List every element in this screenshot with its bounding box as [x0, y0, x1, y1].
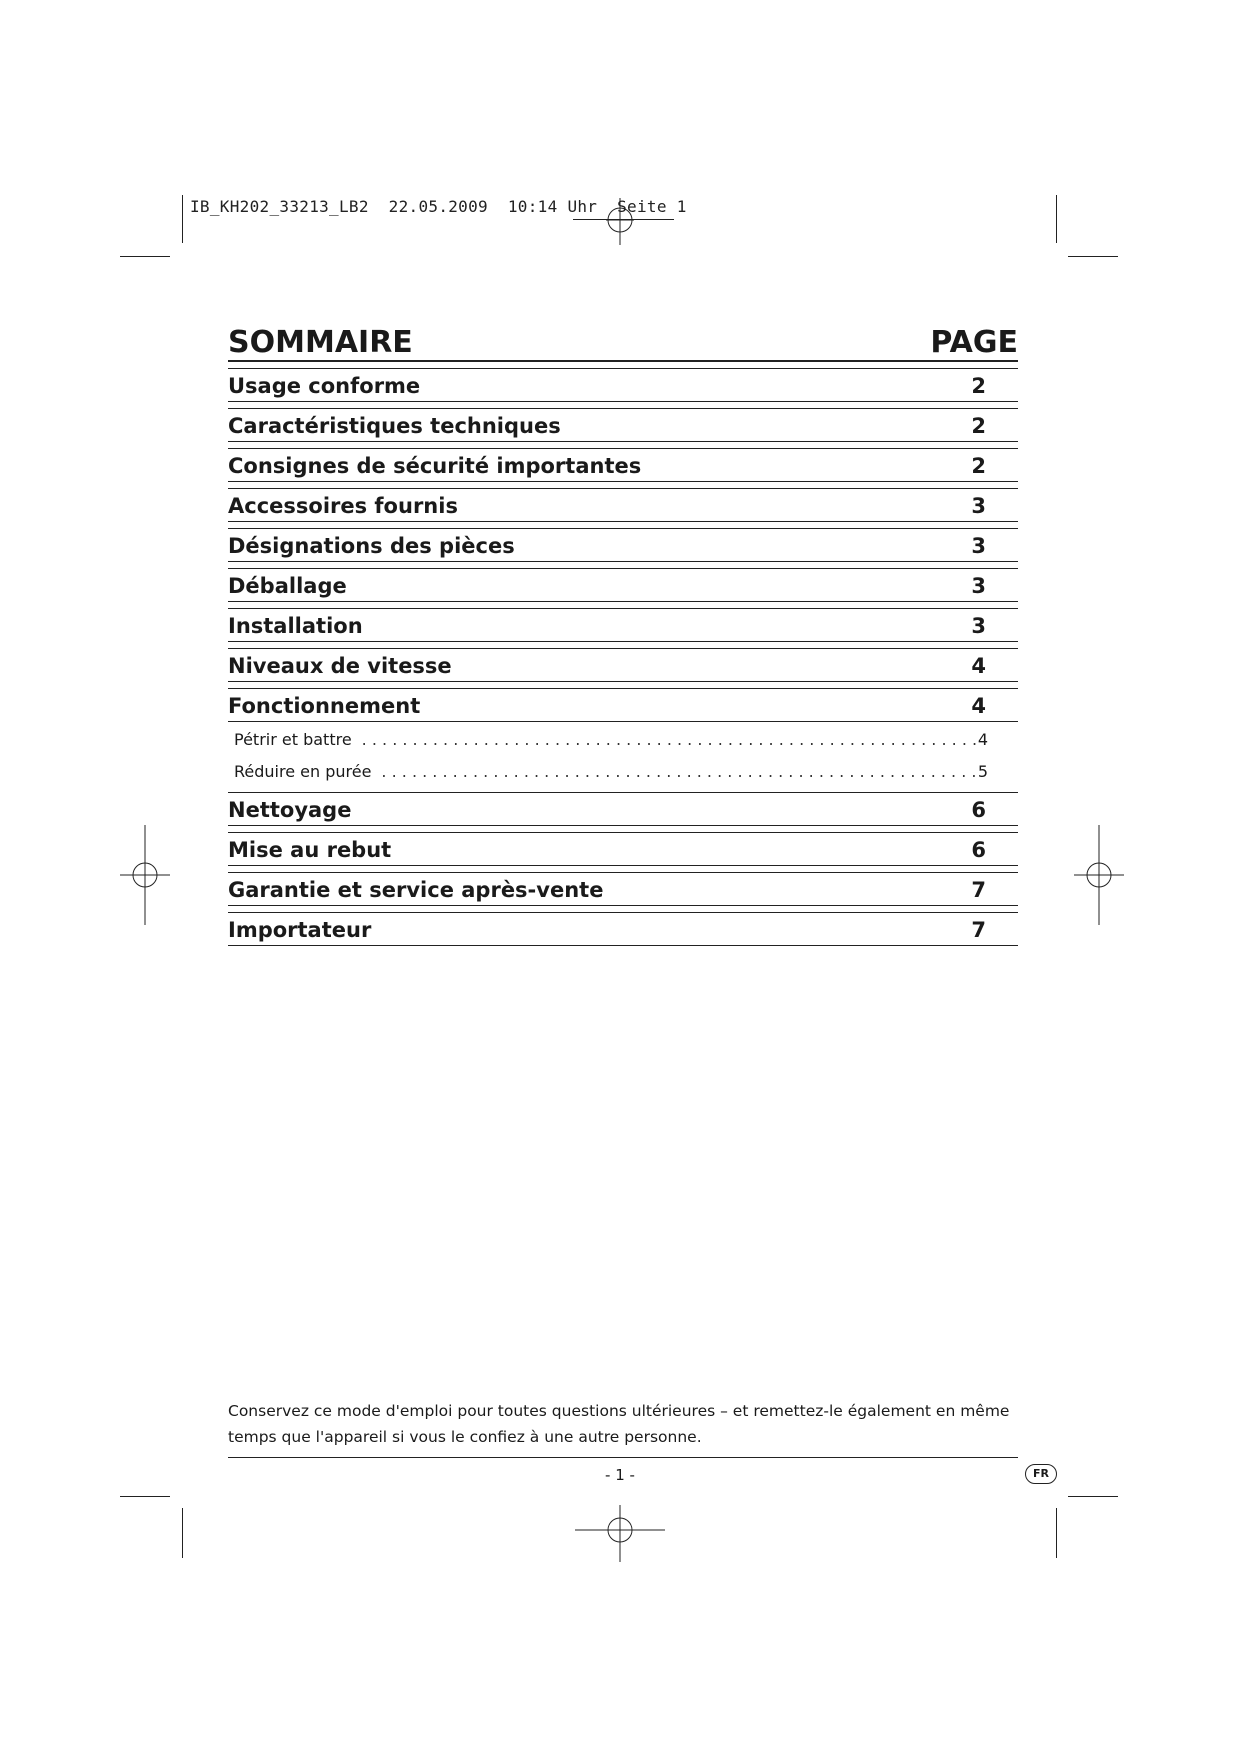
toc-entry-page: 3 [971, 574, 986, 598]
toc-entry-page: 2 [971, 454, 986, 478]
toc-entry-page: 4 [971, 694, 986, 718]
toc-entry-page: 2 [971, 414, 986, 438]
toc-entry-label: Accessoires fournis [228, 494, 458, 518]
toc-entry-page: 3 [971, 494, 986, 518]
toc-entry-label: Installation [228, 614, 363, 638]
crop-mark-top-left-v [182, 195, 183, 243]
print-slug: IB_KH202_33213_LB2 22.05.2009 10:14 Uhr Seite 1 [190, 197, 687, 216]
toc-subentry-page: 4 [977, 730, 988, 749]
toc-entry-page: 7 [971, 918, 986, 942]
toc-subentry-label: Réduire en purée [234, 762, 372, 781]
toc-entry-label: Niveaux de vitesse [228, 654, 452, 678]
toc-entry-label: Nettoyage [228, 798, 352, 822]
crop-mark-bottom-right-v [1056, 1508, 1057, 1558]
toc-entry-page: 4 [971, 654, 986, 678]
toc-title: SOMMAIRE [228, 325, 413, 360]
toc-subentry-page: 5 [977, 762, 988, 781]
toc-entry[interactable] [228, 872, 1018, 906]
toc-entry-page: 6 [971, 838, 986, 862]
toc-entry-label: Caractéristiques techniques [228, 414, 561, 438]
toc-entry-page: 2 [971, 374, 986, 398]
page-number: - 1 - [605, 1466, 635, 1484]
toc-subentry[interactable] [228, 722, 1018, 754]
toc-entry[interactable] [228, 408, 1018, 442]
toc-header [228, 318, 1018, 362]
footer-rule [228, 1457, 1018, 1458]
toc-entry-label: Garantie et service après-vente [228, 878, 604, 902]
toc-subentry[interactable] [228, 754, 1018, 786]
toc-entry[interactable] [228, 608, 1018, 642]
toc-entry[interactable] [228, 488, 1018, 522]
toc-subentry-label: Pétrir et battre [234, 730, 352, 749]
toc-entry[interactable] [228, 528, 1018, 562]
toc-entry[interactable] [228, 688, 1018, 722]
toc-entry-label: Fonctionnement [228, 694, 421, 718]
toc-entry-page: 3 [971, 614, 986, 638]
leader-dots [362, 730, 976, 749]
leader-dots [381, 762, 975, 781]
registration-mark-top-icon [570, 190, 670, 250]
toc-entry-label: Usage conforme [228, 374, 421, 398]
crop-mark-bottom-left-v [182, 1508, 183, 1558]
registration-mark-left-icon [118, 825, 178, 925]
toc-entry[interactable] [228, 912, 1018, 946]
toc-entry[interactable] [228, 368, 1018, 402]
toc-entry[interactable] [228, 648, 1018, 682]
toc-entry[interactable] [228, 792, 1018, 826]
crop-mark-top-right-v [1056, 195, 1057, 243]
footer-note: Conservez ce mode d'emploi pour toutes questions ultérieures – et remettez-le également en même temps que l'appareil si vous le confiez à une autre personne. [228, 1402, 1010, 1446]
toc-entry-page: 6 [971, 798, 986, 822]
toc-entry-label: Désignations des pièces [228, 534, 515, 558]
crop-mark-top-right-h [1068, 256, 1118, 257]
toc-entry-label: Importateur [228, 918, 372, 942]
toc-entry-page: 3 [971, 534, 986, 558]
toc-entry[interactable] [228, 832, 1018, 866]
toc-page-label: PAGE [930, 325, 1018, 360]
language-badge: FR [1025, 1464, 1057, 1484]
crop-mark-bottom-left-h [120, 1496, 170, 1497]
toc-entry[interactable] [228, 448, 1018, 482]
toc-entry-label: Consignes de sécurité importantes [228, 454, 642, 478]
toc-entry-page: 7 [971, 878, 986, 902]
crop-mark-bottom-right-h [1068, 1496, 1118, 1497]
registration-mark-bottom-icon [570, 1500, 670, 1565]
table-of-contents [228, 318, 1018, 946]
toc-entry[interactable] [228, 568, 1018, 602]
crop-mark-top-left-h [120, 256, 170, 257]
toc-entry-label: Déballage [228, 574, 347, 598]
toc-entry-label: Mise au rebut [228, 838, 392, 862]
registration-mark-right-icon [1066, 825, 1126, 925]
